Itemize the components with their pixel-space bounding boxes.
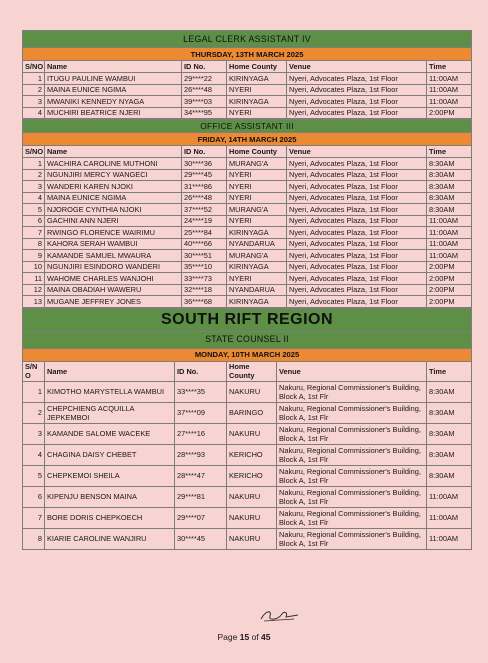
cell-county: NYERI <box>227 273 287 285</box>
cell-venue: Nakuru, Regional Commissioner's Building, Block A, 1st Flr <box>277 381 427 402</box>
col-header-id: ID No. <box>182 61 227 73</box>
cell-time: 2:00PM <box>427 107 472 119</box>
cell-sno: 2 <box>23 169 45 181</box>
cell-id: 28****47 <box>175 465 227 486</box>
section-date: MONDAY, 10TH MARCH 2025 <box>23 348 472 361</box>
cell-time: 8:30AM <box>427 158 472 170</box>
cell-venue: Nyeri, Advocates Plaza, 1st Floor <box>287 296 427 308</box>
cell-name: GACHINI ANN NJERI <box>45 215 182 227</box>
cell-sno: 9 <box>23 250 45 262</box>
cell-county: NAKURU <box>227 507 277 528</box>
cell-county: NYERI <box>227 181 287 193</box>
table-row <box>23 73 472 85</box>
col-header-sno: S/NO <box>23 61 45 73</box>
col-header-id: ID No. <box>182 146 227 158</box>
page-total: 45 <box>261 632 271 642</box>
cell-county: MURANG'A <box>227 204 287 216</box>
cell-county: KIRINYAGA <box>227 73 287 85</box>
table-row <box>23 158 472 170</box>
cell-name: MUCHIRI BEATRICE NJERI <box>45 107 182 119</box>
col-header-venue: Venue <box>287 146 427 158</box>
cell-time: 8:30AM <box>427 444 472 465</box>
table-row <box>23 507 472 528</box>
cell-id: 40****66 <box>182 238 227 250</box>
col-header-time: Time <box>427 146 472 158</box>
cell-sno: 6 <box>23 215 45 227</box>
cell-sno: 4 <box>23 444 45 465</box>
cell-sno: 6 <box>23 486 45 507</box>
col-header-venue: Venue <box>287 61 427 73</box>
cell-id: 35****10 <box>182 261 227 273</box>
cell-sno: 7 <box>23 227 45 239</box>
cell-time: 8:30AM <box>427 204 472 216</box>
table-row <box>23 423 472 444</box>
cell-id: 31****86 <box>182 181 227 193</box>
cell-time: 8:30AM <box>427 423 472 444</box>
col-header-id: ID No. <box>175 361 227 381</box>
cell-sno: 1 <box>23 73 45 85</box>
cell-name: MAINA OBADIAH WAWERU <box>45 284 182 296</box>
cell-name: CHAGINA DAISY CHEBET <box>45 444 175 465</box>
col-header-county: Home County <box>227 61 287 73</box>
cell-time: 11:00AM <box>427 215 472 227</box>
cell-sno: 7 <box>23 507 45 528</box>
cell-venue: Nyeri, Advocates Plaza, 1st Floor <box>287 227 427 239</box>
cell-sno: 8 <box>23 528 45 549</box>
cell-name: KIARIE CAROLINE WANJIRU <box>45 528 175 549</box>
table-header-row <box>23 361 472 381</box>
table-row <box>23 465 472 486</box>
table-row <box>23 192 472 204</box>
signature-mark <box>258 606 302 624</box>
table-header-row <box>23 146 472 158</box>
cell-time: 11:00AM <box>427 250 472 262</box>
cell-venue: Nakuru, Regional Commissioner's Building, Block A, 1st Flr <box>277 465 427 486</box>
cell-county: KIRINYAGA <box>227 96 287 108</box>
cell-id: 24****19 <box>182 215 227 227</box>
table-row <box>23 169 472 181</box>
section-date: THURSDAY, 13TH MARCH 2025 <box>23 48 472 61</box>
cell-venue: Nakuru, Regional Commissioner's Building, Block A, 1st Flr <box>277 423 427 444</box>
col-header-sno: S/N O <box>23 361 45 381</box>
cell-sno: 4 <box>23 192 45 204</box>
cell-time: 2:00PM <box>427 284 472 296</box>
cell-id: 26****48 <box>182 84 227 96</box>
cell-id: 32****18 <box>182 284 227 296</box>
cell-venue: Nyeri, Advocates Plaza, 1st Floor <box>287 250 427 262</box>
cell-time: 11:00AM <box>427 96 472 108</box>
cell-county: NYERI <box>227 84 287 96</box>
cell-county: MURANG'A <box>227 250 287 262</box>
table-row <box>23 107 472 119</box>
col-header-name: Name <box>45 361 175 381</box>
table-row <box>23 250 472 262</box>
cell-id: 39****03 <box>182 96 227 108</box>
cell-sno: 1 <box>23 381 45 402</box>
cell-time: 11:00AM <box>427 84 472 96</box>
cell-sno: 13 <box>23 296 45 308</box>
cell-county: KIRINYAGA <box>227 261 287 273</box>
col-header-county: Home County <box>227 146 287 158</box>
table-row <box>23 402 472 423</box>
cell-county: NAKURU <box>227 381 277 402</box>
table-row <box>23 238 472 250</box>
schedule-table-legal-clerk <box>22 30 472 119</box>
cell-county: KIRINYAGA <box>227 227 287 239</box>
cell-sno: 3 <box>23 181 45 193</box>
cell-county: KIRINYAGA <box>227 296 287 308</box>
col-header-name: Name <box>45 61 182 73</box>
page-number: 15 <box>239 632 250 642</box>
col-header-sno: S/NO <box>23 146 45 158</box>
cell-time: 11:00AM <box>427 73 472 85</box>
region-title: SOUTH RIFT REGION <box>23 308 472 331</box>
cell-time: 8:30AM <box>427 192 472 204</box>
cell-name: KAMANDE SAMUEL MWAURA <box>45 250 182 262</box>
schedule-table-state-counsel <box>22 308 472 550</box>
cell-name: CHEPKEMOI SHEILA <box>45 465 175 486</box>
cell-id: 36****68 <box>182 296 227 308</box>
table-row <box>23 273 472 285</box>
cell-venue: Nyeri, Advocates Plaza, 1st Floor <box>287 73 427 85</box>
cell-venue: Nyeri, Advocates Plaza, 1st Floor <box>287 215 427 227</box>
table-row <box>23 444 472 465</box>
cell-id: 26****48 <box>182 192 227 204</box>
cell-county: NAKURU <box>227 528 277 549</box>
table-row <box>23 84 472 96</box>
cell-county: KERICHO <box>227 444 277 465</box>
cell-venue: Nyeri, Advocates Plaza, 1st Floor <box>287 261 427 273</box>
table-row <box>23 215 472 227</box>
cell-id: 29****07 <box>175 507 227 528</box>
cell-county: NYANDARUA <box>227 284 287 296</box>
cell-county: NYERI <box>227 107 287 119</box>
cell-venue: Nyeri, Advocates Plaza, 1st Floor <box>287 284 427 296</box>
table-row <box>23 381 472 402</box>
cell-time: 11:00AM <box>427 227 472 239</box>
cell-venue: Nyeri, Advocates Plaza, 1st Floor <box>287 181 427 193</box>
cell-id: 37****52 <box>182 204 227 216</box>
cell-name: CHEPCHIENG ACQUILLA JEPKEMBOI <box>45 402 175 423</box>
cell-name: NJOROGE CYNTHIA NJOKI <box>45 204 182 216</box>
cell-name: WAHOME CHARLES WANJOHI <box>45 273 182 285</box>
cell-time: 2:00PM <box>427 273 472 285</box>
table-header-row <box>23 61 472 73</box>
cell-id: 28****93 <box>175 444 227 465</box>
cell-time: 11:00AM <box>427 486 472 507</box>
cell-time: 8:30AM <box>427 465 472 486</box>
table-row <box>23 181 472 193</box>
table-row <box>23 284 472 296</box>
cell-time: 8:30AM <box>427 381 472 402</box>
cell-venue: Nyeri, Advocates Plaza, 1st Floor <box>287 204 427 216</box>
cell-id: 30****51 <box>182 250 227 262</box>
table-row <box>23 227 472 239</box>
cell-sno: 3 <box>23 423 45 444</box>
cell-sno: 8 <box>23 238 45 250</box>
cell-venue: Nyeri, Advocates Plaza, 1st Floor <box>287 192 427 204</box>
cell-county: KERICHO <box>227 465 277 486</box>
cell-id: 30****36 <box>182 158 227 170</box>
cell-time: 8:30AM <box>427 169 472 181</box>
cell-venue: Nyeri, Advocates Plaza, 1st Floor <box>287 107 427 119</box>
section-date: FRIDAY, 14TH MARCH 2025 <box>23 133 472 146</box>
section-title: LEGAL CLERK ASSISTANT IV <box>23 31 472 48</box>
cell-name: MWANIKI KENNEDY NYAGA <box>45 96 182 108</box>
cell-county: BARINGO <box>227 402 277 423</box>
cell-county: NAKURU <box>227 486 277 507</box>
col-header-time: Time <box>427 361 472 381</box>
table-row <box>23 528 472 549</box>
cell-name: BORE DORIS CHEPKOECH <box>45 507 175 528</box>
cell-name: WACHIRA CAROLINE MUTHONI <box>45 158 182 170</box>
schedule-table-office-assistant <box>22 119 472 308</box>
cell-time: 8:30AM <box>427 402 472 423</box>
cell-id: 30****45 <box>175 528 227 549</box>
cell-sno: 2 <box>23 84 45 96</box>
table-row <box>23 261 472 273</box>
cell-venue: Nyeri, Advocates Plaza, 1st Floor <box>287 84 427 96</box>
cell-name: KIPENJU BENSON MAINA <box>45 486 175 507</box>
cell-county: NYERI <box>227 192 287 204</box>
cell-venue: Nyeri, Advocates Plaza, 1st Floor <box>287 158 427 170</box>
cell-time: 2:00PM <box>427 296 472 308</box>
cell-venue: Nakuru, Regional Commissioner's Building, Block A, 1st Flr <box>277 486 427 507</box>
cell-name: ITUGU PAULINE WAMBUI <box>45 73 182 85</box>
cell-time: 11:00AM <box>427 507 472 528</box>
cell-id: 29****45 <box>182 169 227 181</box>
col-header-time: Time <box>427 61 472 73</box>
cell-id: 27****16 <box>175 423 227 444</box>
table-row <box>23 204 472 216</box>
cell-venue: Nakuru, Regional Commissioner's Building, Block A, 1st Flr <box>277 444 427 465</box>
cell-id: 29****81 <box>175 486 227 507</box>
cell-venue: Nakuru, Regional Commissioner's Building, Block A, 1st Flr <box>277 528 427 549</box>
cell-name: WANDERI KAREN NJOKI <box>45 181 182 193</box>
cell-name: NGUNJIRI MERCY WANGECI <box>45 169 182 181</box>
cell-time: 2:00PM <box>427 261 472 273</box>
cell-county: NAKURU <box>227 423 277 444</box>
cell-id: 33****73 <box>182 273 227 285</box>
cell-sno: 3 <box>23 96 45 108</box>
cell-name: MUGANE JEFFREY JONES <box>45 296 182 308</box>
cell-venue: Nakuru, Regional Commissioner's Building, Block A, 1st Flr <box>277 402 427 423</box>
cell-name: KAHORA SERAH WAMBUI <box>45 238 182 250</box>
cell-county: NYERI <box>227 215 287 227</box>
cell-county: NYERI <box>227 169 287 181</box>
table-row <box>23 486 472 507</box>
cell-sno: 1 <box>23 158 45 170</box>
cell-time: 11:00AM <box>427 238 472 250</box>
col-header-name: Name <box>45 146 182 158</box>
cell-sno: 10 <box>23 261 45 273</box>
cell-sno: 5 <box>23 204 45 216</box>
cell-time: 8:30AM <box>427 181 472 193</box>
cell-sno: 11 <box>23 273 45 285</box>
cell-venue: Nyeri, Advocates Plaza, 1st Floor <box>287 273 427 285</box>
cell-name: MAINA EUNICE NGIMA <box>45 84 182 96</box>
page-footer: Page 15 of 45 <box>217 632 271 642</box>
cell-venue: Nyeri, Advocates Plaza, 1st Floor <box>287 238 427 250</box>
cell-id: 29****22 <box>182 73 227 85</box>
cell-county: NYANDARUA <box>227 238 287 250</box>
table-row <box>23 296 472 308</box>
document-page <box>22 30 471 550</box>
cell-venue: Nyeri, Advocates Plaza, 1st Floor <box>287 169 427 181</box>
cell-county: MURANG'A <box>227 158 287 170</box>
cell-sno: 12 <box>23 284 45 296</box>
table-row <box>23 96 472 108</box>
cell-name: NGUNJIRI ESINDORO WANDERI <box>45 261 182 273</box>
cell-time: 11:00AM <box>427 528 472 549</box>
cell-venue: Nyeri, Advocates Plaza, 1st Floor <box>287 96 427 108</box>
cell-sno: 4 <box>23 107 45 119</box>
section-title: OFFICE ASSISTANT III <box>23 120 472 133</box>
cell-name: MAINA EUNICE NGIMA <box>45 192 182 204</box>
col-header-venue: Venue <box>277 361 427 381</box>
col-header-county: Home County <box>227 361 277 381</box>
cell-id: 37****09 <box>175 402 227 423</box>
cell-sno: 2 <box>23 402 45 423</box>
cell-sno: 5 <box>23 465 45 486</box>
cell-id: 34****95 <box>182 107 227 119</box>
cell-name: RWINGO FLORENCE WAIRIMU <box>45 227 182 239</box>
cell-id: 25****84 <box>182 227 227 239</box>
cell-venue: Nakuru, Regional Commissioner's Building, Block A, 1st Flr <box>277 507 427 528</box>
section-title: STATE COUNSEL II <box>23 331 472 348</box>
cell-name: KAMANDE SALOME WACEKE <box>45 423 175 444</box>
cell-name: KIMOTHO MARYSTELLA WAMBUI <box>45 381 175 402</box>
cell-id: 33****35 <box>175 381 227 402</box>
